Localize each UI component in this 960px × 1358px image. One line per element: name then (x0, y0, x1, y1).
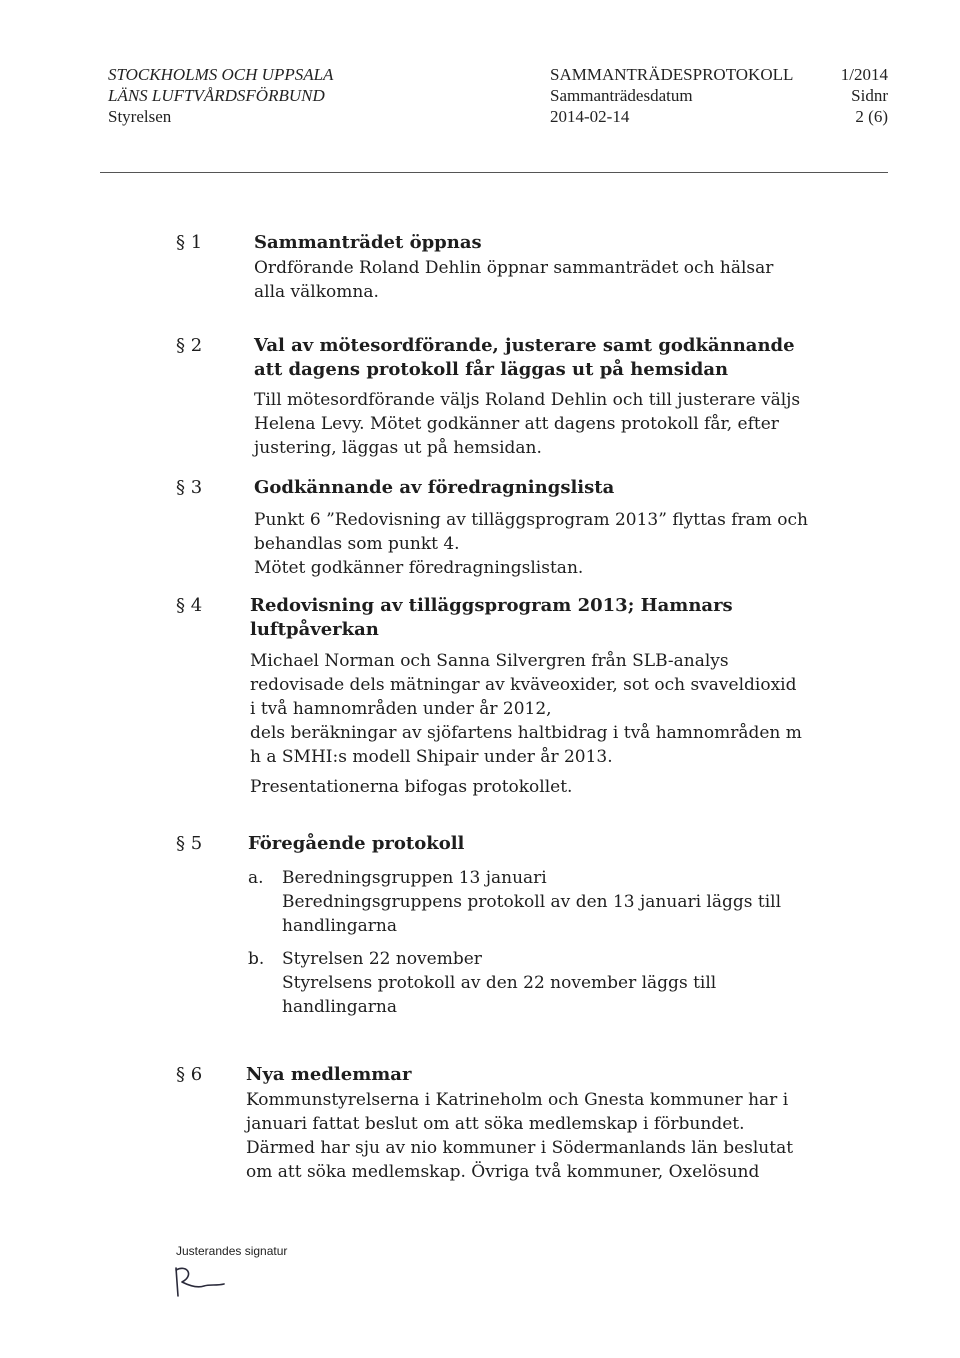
section-body (254, 256, 773, 304)
document-meta-block (550, 64, 793, 127)
section-title-line: Redovisning av tilläggsprogram 2013; Hamnars (250, 595, 733, 616)
body-line: Kommunstyrelserna i Katrineholm och Gnesta kommuner har i (246, 1090, 789, 1110)
document-type: SAMMANTRÄDESPROTOKOLL (550, 65, 794, 84)
body-line: dels beräkningar av sjöfartens haltbidrag i två hamnområden m (250, 723, 802, 743)
signature-scribble (170, 1262, 230, 1302)
body-line: Därmed har sju av nio kommuner i Södermanlands län beslutat (246, 1138, 794, 1158)
section-title-line: luftpåverkan (250, 619, 379, 640)
section-body (254, 508, 808, 580)
meeting-date: 2014-02-14 (550, 107, 630, 126)
page-info-block (800, 64, 888, 127)
body-line: januari fattat beslut om att söka medlemskap i förbundet. (246, 1114, 745, 1134)
section-number: § 3 (176, 477, 203, 498)
body-line: i två hamnområden under år 2012, (250, 699, 552, 719)
section-extra-note: Presentationerna bifogas protokollet. (250, 777, 573, 797)
page-number-label: Sidnr (851, 86, 888, 105)
body-line: handlingarna (282, 997, 397, 1017)
section-title: Godkännande av föredragningslista (254, 477, 615, 498)
signature-label: Justerandes signatur (176, 1244, 288, 1258)
meeting-date-label: Sammanträdesdatum (550, 86, 693, 105)
body-line: handlingarna (282, 916, 397, 936)
list-item-label: a. (248, 868, 264, 888)
list-item-label: b. (248, 949, 265, 969)
list-item-text (282, 866, 822, 938)
section-title: Nya medlemmar (246, 1064, 412, 1085)
body-line: Mötet godkänner föredragningslistan. (254, 558, 584, 578)
org-unit: Styrelsen (108, 107, 172, 126)
body-line: Michael Norman och Sanna Silvergren från SLB-analys (250, 651, 729, 671)
section-title-line: att dagens protokoll får läggas ut på hemsidan (254, 359, 729, 380)
list-item-text (282, 947, 822, 1019)
body-line: Ordförande Roland Dehlin öppnar sammanträdet och hälsar (254, 258, 774, 278)
section-title: Föregående protokoll (248, 833, 465, 854)
list-item (248, 947, 848, 1019)
page-number: 2 (6) (855, 107, 888, 126)
body-line: Beredningsgruppen 13 januari (282, 868, 547, 888)
body-line: om att söka medlemskap. Övriga två kommuner, Oxelösund (246, 1162, 760, 1182)
org-name-line1: STOCKHOLMS OCH UPPSALA (108, 65, 334, 84)
section-body (250, 649, 802, 769)
body-line: justering, läggas ut på hemsidan. (254, 438, 542, 458)
section-title-line: Val av mötesordförande, justerare samt godkännande (254, 335, 795, 356)
section-body (246, 1088, 793, 1184)
organization-block (108, 64, 333, 127)
body-line: Beredningsgruppens protokoll av den 13 januari läggs till (282, 892, 782, 912)
section-title: Sammanträdet öppnas (254, 232, 482, 253)
section-number: § 1 (176, 232, 203, 253)
body-line: redovisade dels mätningar av kväveoxider, sot och svaveldioxid (250, 675, 797, 695)
body-line: Punkt 6 ”Redovisning av tilläggsprogram 2013” flyttas fram och (254, 510, 808, 530)
body-line: alla välkomna. (254, 282, 379, 302)
section-number: § 4 (176, 595, 203, 616)
list-item (248, 866, 848, 938)
section-body (254, 388, 800, 460)
section-title (254, 334, 795, 382)
section-number: § 5 (176, 833, 203, 854)
section-title (250, 594, 733, 642)
body-line: Styrelsens protokoll av den 22 november läggs till (282, 973, 717, 993)
section-number: § 6 (176, 1064, 203, 1085)
section-number: § 2 (176, 335, 203, 356)
body-line: Till mötesordförande väljs Roland Dehlin och till justerare väljs (254, 390, 801, 410)
protocol-number: 1/2014 (840, 65, 888, 84)
body-line: behandlas som punkt 4. (254, 534, 460, 554)
body-line: Helena Levy. Mötet godkänner att dagens protokoll får, efter (254, 414, 779, 434)
header-divider (100, 172, 888, 173)
body-line: Styrelsen 22 november (282, 949, 482, 969)
org-name-line2: LÄNS LUFTVÅRDSFÖRBUND (108, 86, 325, 105)
body-line: h a SMHI:s modell Shipair under år 2013. (250, 747, 613, 767)
